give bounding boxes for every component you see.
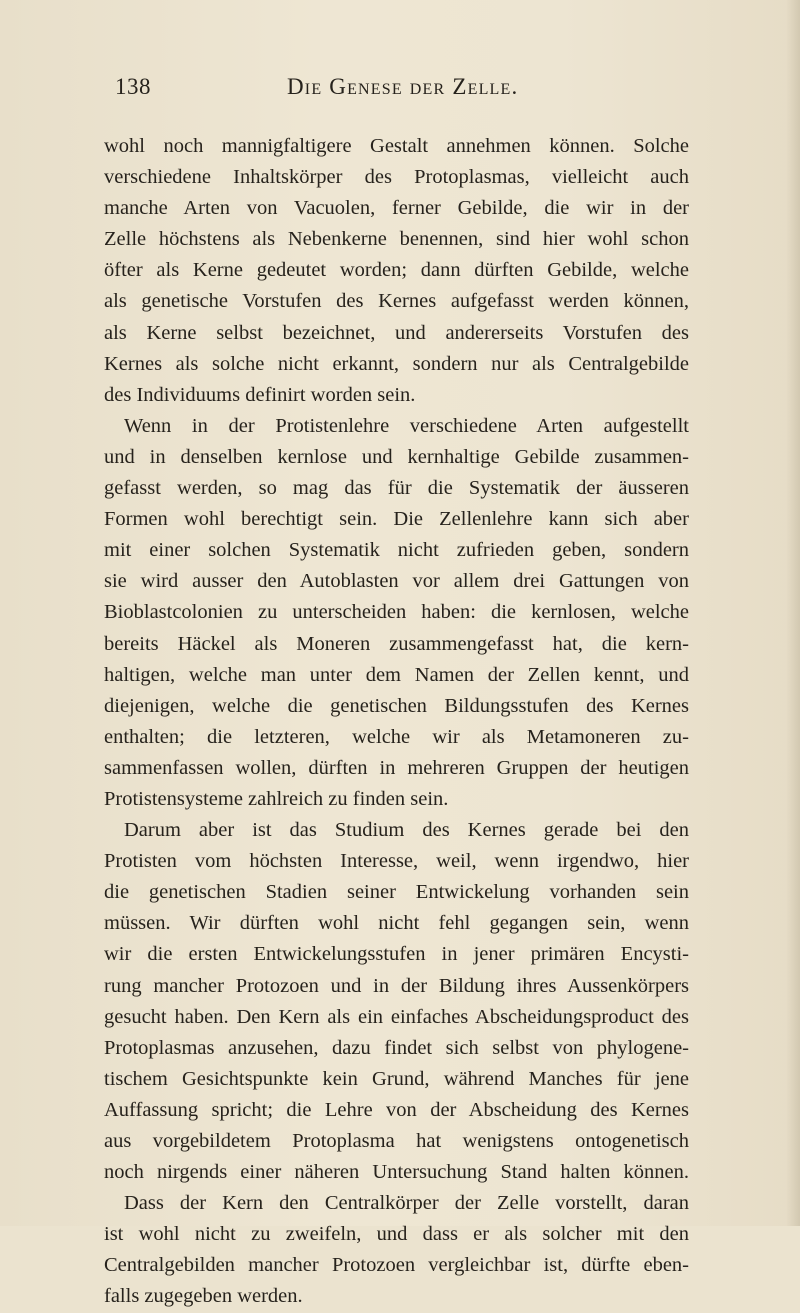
body-text bbox=[104, 131, 689, 1313]
text-line: ist wohl nicht zu zweifeln, und dass er als solcher mit den bbox=[104, 1223, 689, 1246]
text-line: aus vorgebildetem Protoplasma hat wenigstens ontogenetisch bbox=[104, 1130, 689, 1152]
text-line: die genetischen Stadien seiner Entwickelung vorhanden sein bbox=[104, 881, 689, 904]
text-line: enthalten; die letzteren, welche wir als Metamoneren zu- bbox=[104, 725, 689, 748]
paragraph-start-line: Dass der Kern den Centralkörper der Zelle vorstellt, daran bbox=[124, 1192, 689, 1215]
paragraph-start-line: Darum aber ist das Studium des Kernes gerade bei den bbox=[124, 819, 689, 842]
page-header bbox=[115, 74, 695, 104]
text-line: sammenfassen wollen, dürften in mehreren Gruppen der heutigen bbox=[104, 756, 689, 779]
text-line: diejenigen, welche die genetischen Bildungsstufen des Kernes bbox=[104, 694, 689, 717]
running-title: Die Genese der Zelle. bbox=[287, 74, 519, 99]
text-line: Centralgebilden mancher Protozoen vergleichbar ist, dürfte eben- bbox=[104, 1254, 689, 1277]
text-line: tischem Gesichtspunkte kein Grund, während Manches für jene bbox=[104, 1067, 689, 1090]
paragraph-start-line: Wenn in der Protistenlehre verschiedene Arten aufgestellt bbox=[124, 414, 689, 437]
text-line: müssen. Wir dürften wohl nicht fehl gegangen sein, wenn bbox=[104, 912, 689, 935]
page-number: 138 bbox=[115, 74, 151, 99]
paragraph-end-line: falls zugegeben werden. bbox=[104, 1285, 303, 1308]
text-line: haltigen, welche man unter dem Namen der Zellen kennt, und bbox=[104, 663, 689, 686]
text-line: rung mancher Protozoen und in der Bildung ihres Aussenkörpers bbox=[104, 974, 689, 997]
text-line: Protoplasmas anzusehen, dazu findet sich selbst von phylogene- bbox=[104, 1036, 689, 1059]
text-line: gefasst werden, so mag das für die Systematik der äusseren bbox=[104, 477, 689, 500]
text-line: Formen wohl berechtigt sein. Die Zellenlehre kann sich aber bbox=[104, 508, 689, 531]
text-line: Kernes als solche nicht erkannt, sondern nur als Centralgebilde bbox=[104, 352, 689, 375]
paragraph-end-line: des Individuums definirt worden sein. bbox=[104, 383, 416, 406]
text-line: bereits Häckel als Moneren zusammengefasst hat, die kern- bbox=[104, 632, 689, 655]
page-edge-shadow bbox=[786, 0, 800, 1226]
text-line: Auffassung spricht; die Lehre von der Abscheidung des Kernes bbox=[104, 1098, 689, 1121]
text-line: wohl noch mannigfaltigere Gestalt annehmen können. Solche bbox=[104, 135, 689, 157]
text-line: verschiedene Inhaltskörper des Protoplasmas, vielleicht auch bbox=[104, 166, 689, 189]
text-line: als Kerne selbst bezeichnet, und andererseits Vorstufen des bbox=[104, 321, 689, 344]
text-line: wir die ersten Entwickelungsstufen in jener primären Encysti- bbox=[104, 943, 689, 966]
text-line: gesucht haben. Den Kern als ein einfaches Abscheidungsproduct des bbox=[104, 1005, 689, 1028]
text-line: Zelle höchstens als Nebenkerne benennen, sind hier wohl schon bbox=[104, 228, 689, 251]
text-line: manche Arten von Vacuolen, ferner Gebilde, die wir in der bbox=[104, 197, 689, 220]
text-line: noch nirgends einer näheren Untersuchung Stand halten können. bbox=[104, 1161, 689, 1184]
text-line: Bioblastcolonien zu unterscheiden haben: die kernlosen, welche bbox=[104, 601, 689, 624]
text-line: Protisten vom höchsten Interesse, weil, wenn irgendwo, hier bbox=[104, 850, 689, 873]
text-line: mit einer solchen Systematik nicht zufrieden geben, sondern bbox=[104, 539, 689, 562]
paragraph-end-line: Protistensysteme zahlreich zu finden sein. bbox=[104, 787, 449, 810]
text-line: und in denselben kernlose und kernhaltige Gebilde zusammen- bbox=[104, 445, 689, 468]
text-line: öfter als Kerne gedeutet worden; dann dürften Gebilde, welche bbox=[104, 259, 689, 282]
text-line: sie wird ausser den Autoblasten vor allem drei Gattungen von bbox=[104, 570, 689, 593]
text-line: als genetische Vorstufen des Kernes aufgefasst werden können, bbox=[104, 290, 689, 313]
